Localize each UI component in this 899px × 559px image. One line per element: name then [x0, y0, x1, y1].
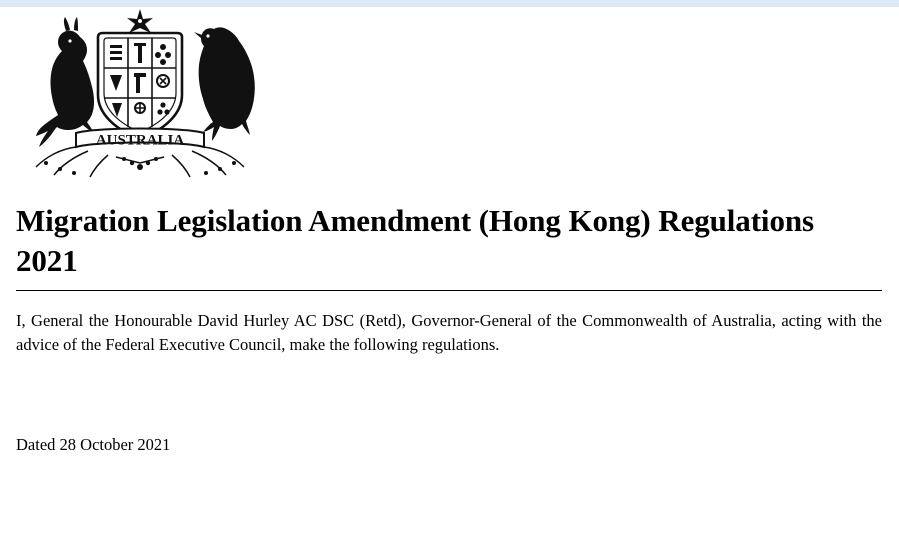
commonwealth-coat-of-arms-icon — [16, 7, 266, 187]
page-title: Migration Legislation Amendment (Hong Kong) Regulations 2021 — [16, 203, 814, 278]
dated-line: Dated 28 October 2021 — [16, 435, 171, 455]
document-content — [0, 7, 899, 457]
crest-motto-text: AUSTRALIA — [95, 132, 185, 149]
preamble-paragraph: I, General the Honourable David Hurley AC DSC (Retd), Governor-General of the Commonwealth of Australia, acting with the advice of the Federal Executive Council, make the following regulations. — [16, 311, 882, 354]
title-divider — [16, 290, 882, 291]
top-color-band — [0, 0, 899, 7]
